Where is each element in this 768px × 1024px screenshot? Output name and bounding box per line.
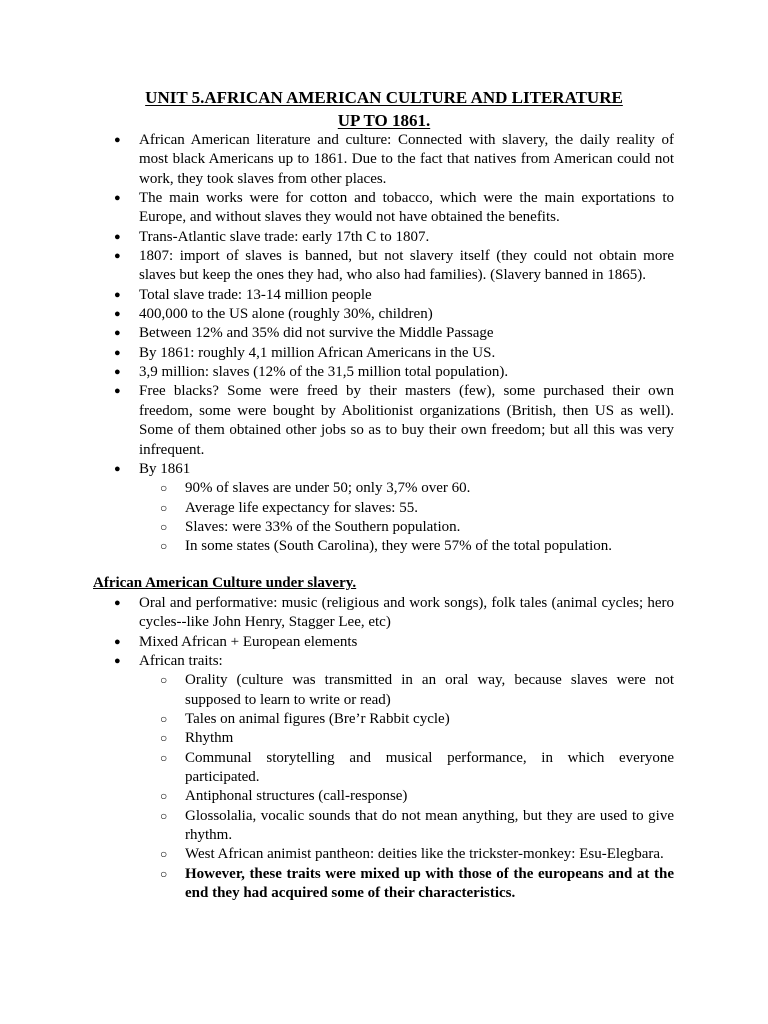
sub-bullet-icon: ○ [160,847,168,862]
sub-list-item-text: 90% of slaves are under 50; only 3,7% over 60. [185,480,471,497]
list-item [114,228,674,247]
sub-list-item [160,865,674,904]
sub-bullet-icon: ○ [160,808,168,823]
sub-list-item [160,749,674,788]
list-item-text: Free blacks? Some were freed by their masters (few), some purchased their own freedom, some were bought by Abolitionist organizations (British, then US as well). Some of them obtained other jobs so as to buy their own freedom; but all this was very infrequent. [139,383,674,458]
list-item-text: Mixed African + European elements [139,633,358,650]
list-item-text: The main works were for cotton and tobacco, which were the main exportations to Europe, and without slaves they would not have obtained the benefits. [139,190,674,226]
sub-bullet-icon: ○ [160,731,168,746]
sub-bullet-icon: ○ [160,789,168,804]
sub-list-item-text: Slaves: were 33% of the Southern population. [185,518,461,535]
list-item [114,247,674,286]
sub-list-item-text: In some states (South Carolina), they were 57% of the total population. [185,538,612,555]
sub-bullet-icon: ○ [160,750,168,765]
list-item-text: 3,9 million: slaves (12% of the 31,5 million total population). [139,364,509,381]
list-item [114,344,674,363]
sub-list-item-text: Antiphonal structures (call-response) [185,788,408,805]
list-item-text: By 1861: roughly 4,1 million African Americans in the US. [139,344,496,361]
sub-list-item-text: Communal storytelling and musical performance, in which everyone participated. [185,749,674,786]
sub-list-item [160,671,674,710]
list-item-text: Total slave trade: 13-14 million people [139,286,372,303]
sub-bullet-icon: ○ [160,500,168,515]
bullet-icon: ● [114,327,121,340]
page-title-line-2 [0,111,768,131]
sub-list-item [160,518,674,537]
list-item [114,633,674,652]
bullet-icon: ● [114,366,121,379]
sub-bullet-icon: ○ [160,673,168,688]
list-item-text: By 1861 [139,460,191,477]
bullet-icon: ● [114,597,121,609]
list-item [114,189,674,228]
sub-list-item-text: However, these traits were mixed up with those of the europeans and at the end they had acquired some of their characteristics. [185,865,674,902]
culture-bullet-list [114,594,674,904]
page-title-line-1 [0,88,768,108]
list-item-text: 1807: import of slaves is banned, but not slavery itself (they could not obtain more slaves but keep the ones they had, who also had families). (Slavery banned in 1865). [139,248,674,284]
intro-bullet-list [114,131,674,557]
sub-list-item-text: Rhythm [185,730,234,747]
sub-list-item [160,499,674,518]
bullet-icon: ● [114,308,121,321]
sub-bullet-icon: ○ [160,866,168,881]
list-item [114,305,674,324]
list-item [114,382,674,459]
sub-list-item-text: West African animist pantheon: deities like the trickster-monkey: Esu-Elegbara. [185,846,664,863]
sub-bullet-icon: ○ [160,539,168,554]
list-item-text: African American literature and culture: Connected with slavery, the daily reality of most black Americans up to 1861. Due to the fact that natives from American could not work, they took slaves from other places. [139,132,674,187]
bullet-icon: ● [114,230,121,243]
list-item [114,324,674,343]
sub-list-item [160,787,674,806]
sub-bullet-icon: ○ [160,481,168,496]
sub-bullet-icon: ○ [160,712,168,727]
section-heading: African American Culture under slavery. [93,575,357,591]
list-item-text: African traits: [139,653,223,670]
page-title-line-1-text: UNIT 5.AFRICAN AMERICAN CULTURE AND LITERATURE [145,88,623,107]
page-title-line-2-text: UP TO 1861. [337,111,431,130]
bullet-icon: ● [114,346,121,359]
list-item [114,131,674,189]
sub-list-item [160,807,674,846]
list-item [114,286,674,305]
list-item-text: Trans-Atlantic slave trade: early 17th C to 1807. [139,228,430,245]
bullet-icon: ● [114,655,121,668]
sub-list-item [160,479,674,498]
sub-list-item [160,710,674,729]
list-item-text: Between 12% and 35% did not survive the Middle Passage [139,325,494,342]
by-1861-sub-list [160,479,674,556]
list-item-text: Oral and performative: music (religious and work songs), folk tales (animal cycles; hero cycles--like John Henry, Stagger Lee, etc) [139,595,674,631]
bullet-icon: ● [114,462,121,475]
sub-list-item-text: Orality (culture was transmitted in an oral way, because slaves were not supposed to learn to write or read) [185,672,674,708]
sub-bullet-icon: ○ [160,519,168,534]
bullet-icon: ● [114,250,121,263]
bullet-icon: ● [114,134,121,146]
bullet-icon: ● [114,385,121,398]
bullet-icon: ● [114,192,121,205]
bullet-icon: ● [114,288,121,301]
list-item [114,460,674,557]
sub-list-item [160,729,674,748]
list-item [114,652,674,903]
list-item [114,594,674,633]
sub-list-item [160,537,674,556]
sub-list-item [160,845,674,864]
list-item [114,363,674,382]
african-traits-sub-list [160,671,674,903]
bullet-icon: ● [114,635,121,648]
sub-list-item-text: Average life expectancy for slaves: 55. [185,499,418,516]
list-item-text: 400,000 to the US alone (roughly 30%, children) [139,306,433,323]
sub-list-item-text: Tales on animal figures (Bre’r Rabbit cycle) [185,711,450,728]
sub-list-item-text: Glossolalia, vocalic sounds that do not mean anything, but they are used to give rhythm. [185,807,674,844]
